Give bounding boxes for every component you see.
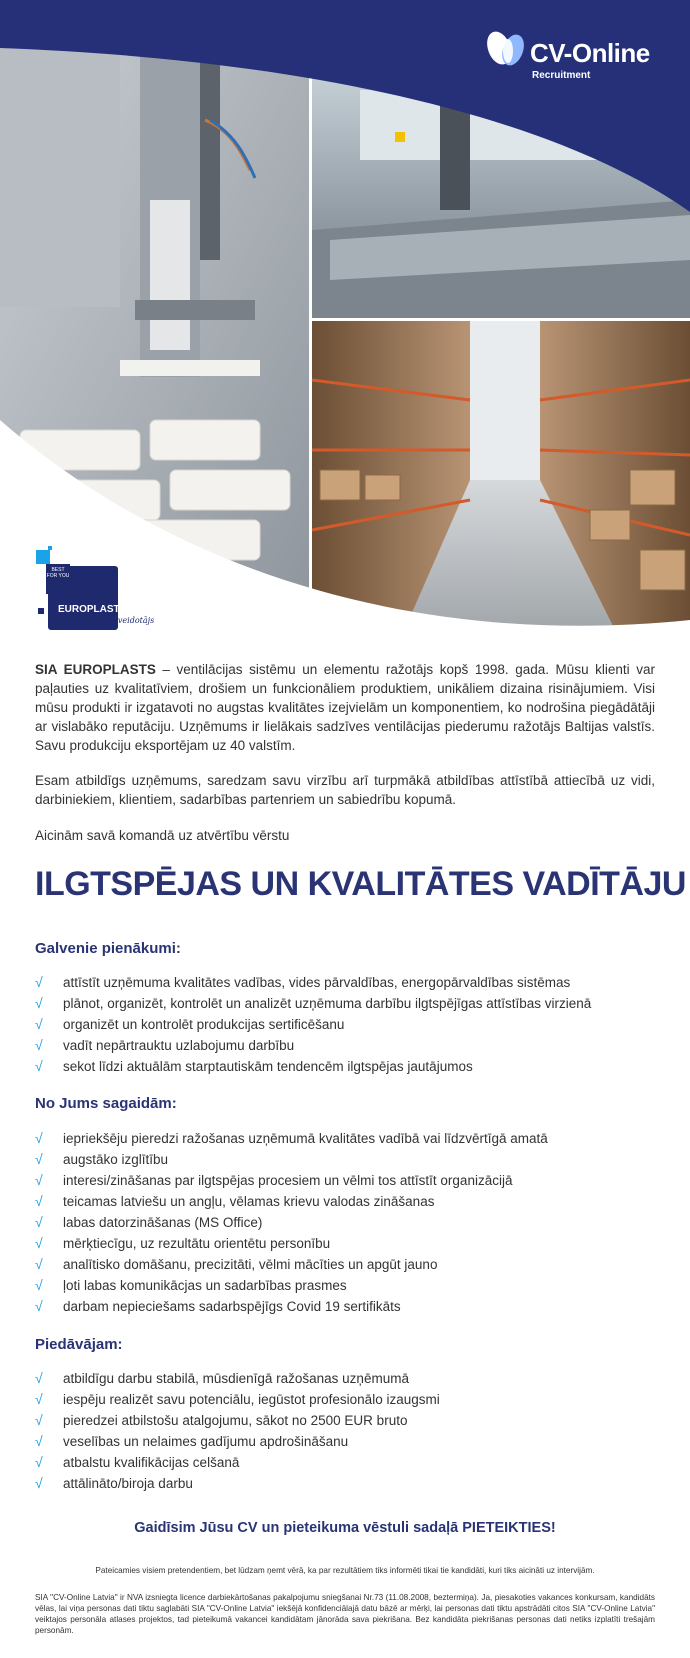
europlast-slogan: elpo bien veidotājs [78,616,155,625]
check-icon: √ [35,1391,43,1407]
warehouse-photo [312,321,690,640]
list-item: √ plānot, organizēt, kontrolēt un analizēt uzņēmuma darbību ilgtspējīgas attīstības virzienā [35,993,655,1014]
logo-dot-navy [38,608,44,614]
list-item: √ attīstīt uzņēmuma kvalitātes vadības, vides pārvaldības, energopārvaldības sistēmas [35,972,655,993]
list-item: √ analītisko domāšanu, precizitāti, vēlmi mācīties un apgūt jauno [35,1254,655,1275]
check-icon: √ [35,1277,43,1293]
europlast-logo [34,546,174,636]
offer-list [35,1368,655,1494]
apply-call-to-action: Gaidīsim Jūsu CV un pieteikuma vēstuli sadaļā PIETEIKTIES! [134,1520,556,1536]
job-title: ILGTSPĒJAS UN KVALITĀTES VADĪTĀJU [35,865,686,903]
list-item: √ vadīt nepārtrauktu uzlabojumu darbību [35,1035,655,1056]
list-item: √ organizēt un kontrolēt produkcijas sertificēšanu [35,1014,655,1035]
company-intro [35,660,655,762]
check-icon: √ [35,995,43,1011]
check-icon: √ [35,1037,43,1053]
list-item: √ atbalstu kvalifikācijas celšanā [35,1452,655,1473]
cv-online-logo[interactable] [484,28,674,88]
offer-heading: Piedāvājam: [35,1336,123,1353]
check-icon: √ [35,1151,43,1167]
check-icon: √ [35,1130,43,1146]
check-icon: √ [35,974,43,990]
check-icon: √ [35,1433,43,1449]
requirements-list [35,1128,655,1317]
check-icon: √ [35,1298,43,1314]
duties-heading: Galvenie pienākumi: [35,940,181,957]
list-item: √ darbam nepieciešams sadarbspējīgs Covid 19 sertifikāts [35,1296,655,1317]
check-icon: √ [35,1454,43,1470]
check-icon: √ [35,1058,43,1074]
check-icon: √ [35,1370,43,1386]
company-description: – ventilācijas sistēmu un elementu ražotājs kopš 1998. gada. Mūsu klienti var paļauties uz kvalitatīviem, drošiem un funkcionāliem produktiem, unikāliem dizaina risinājumiem. Visi mūsu produkti ir izgatavoti no augstas kvalitātes izejvielām un komponentiem, ko nodrošina piegādātāji ar vislabāko reputāciju. Uzņēmums ir lielākais sadzīves ventilācijas piederumu ražotājs Baltijas valstīs. Savu produkciju eksportējam uz 40 valstīm. [35,662,655,753]
check-icon: √ [35,1256,43,1272]
hero-banner [0,0,690,640]
list-item: √ ļoti labas komunikācjas un sadarbības prasmes [35,1275,655,1296]
invite-text: Aicinām savā komandā uz atvērtību vērstu [35,828,290,843]
check-icon: √ [35,1214,43,1230]
check-icon: √ [35,1193,43,1209]
list-item: √ augstāko izglītību [35,1149,655,1170]
fine-print-notice: Pateicamies visiem pretendentiem, bet lūdzam ņemt vērā, ka par rezultātiem tiks informēti tikai tie kandidāti, kuri tiks aicināti uz intervijām. [95,1566,595,1575]
list-item: √ veselības un nelaimes gadījumu apdrošināšanu [35,1431,655,1452]
company-name: SIA EUROPLASTS [35,662,156,677]
list-item: √ iepriekšēju pieredzi ražošanas uzņēmumā kvalitātes vadībā vai līdzvērtīgā amatā [35,1128,655,1149]
fine-print-license: SIA "CV-Online Latvia" ir NVA izsniegta licence darbiekārtošanas pakalpojumu sniegšanai Nr.73 (11.08.2008, beztermiņa). Ja, piesakoties vakances konkursam, kandidāts vēlas, lai viņa personas dati tiktu saglabāti SIA "CV-Online Latvia" iekšējā konfidenciālajā datu bāzē ar mērķi, lai personas dati tiktu apstrādāti citos SIA "CV-Online Latvia" veiktajos personāla atlases projektos, tad pieteikumā vakancei kandidātam jānorāda sava piekrišana. Bez kandidāta piekrišanas personas dati netiks izplatīti trešajām personām. [35,1593,655,1635]
check-icon: √ [35,1412,43,1428]
brand-name: CV-Online [530,38,650,68]
check-icon: √ [35,1235,43,1251]
logo-dot-large [36,550,50,564]
list-item: √ interesi/zināšanas par ilgtspējas procesiem un vēlmi tos attīstīt organizācijā [35,1170,655,1191]
list-item: √ attālināto/biroja darbu [35,1473,655,1494]
check-icon: √ [35,1475,43,1491]
check-icon: √ [35,1016,43,1032]
list-item: √ labas datorzināšanas (MS Office) [35,1212,655,1233]
list-item: √ iespēju realizēt savu potenciālu, iegūstot profesionālo izaugsmi [35,1389,655,1410]
requirements-heading: No Jums sagaidām: [35,1095,177,1112]
list-item: √ teicamas latviešu un angļu, vēlamas krievu valodas zināšanas [35,1191,655,1212]
brand-sub: Recruitment [532,70,591,81]
hero-photo-collage [0,0,690,640]
job-ad-content [35,660,686,1635]
company-vision: Esam atbildīgs uzņēmums, saredzam savu virzību arī turpmākā atbildības attīstībā attiecībā uz vidi, darbiniekiem, klientiem, sadarbības partenriem un sabiedrību kopumā. [35,773,655,807]
check-icon: √ [35,1172,43,1188]
list-item: √ mērķtiecīgu, uz rezultātu orientētu personību [35,1233,655,1254]
europlast-name: EUROPLAST [58,604,120,615]
list-item: √ pieredzei atbilstošu atalgojumu, sākot no 2500 EUR bruto [35,1410,655,1431]
best-for-you-badge: BEST FOR YOU [46,564,70,594]
cv-online-heart-icon [484,28,528,72]
list-item: √ atbildīgu darbu stabilā, mūsdienīgā ražošanas uzņēmumā [35,1368,655,1389]
duties-list [35,972,655,1077]
list-item: √ sekot līdzi aktuālām starptautiskām tendencēm ilgtspējas jautājumos [35,1056,655,1077]
